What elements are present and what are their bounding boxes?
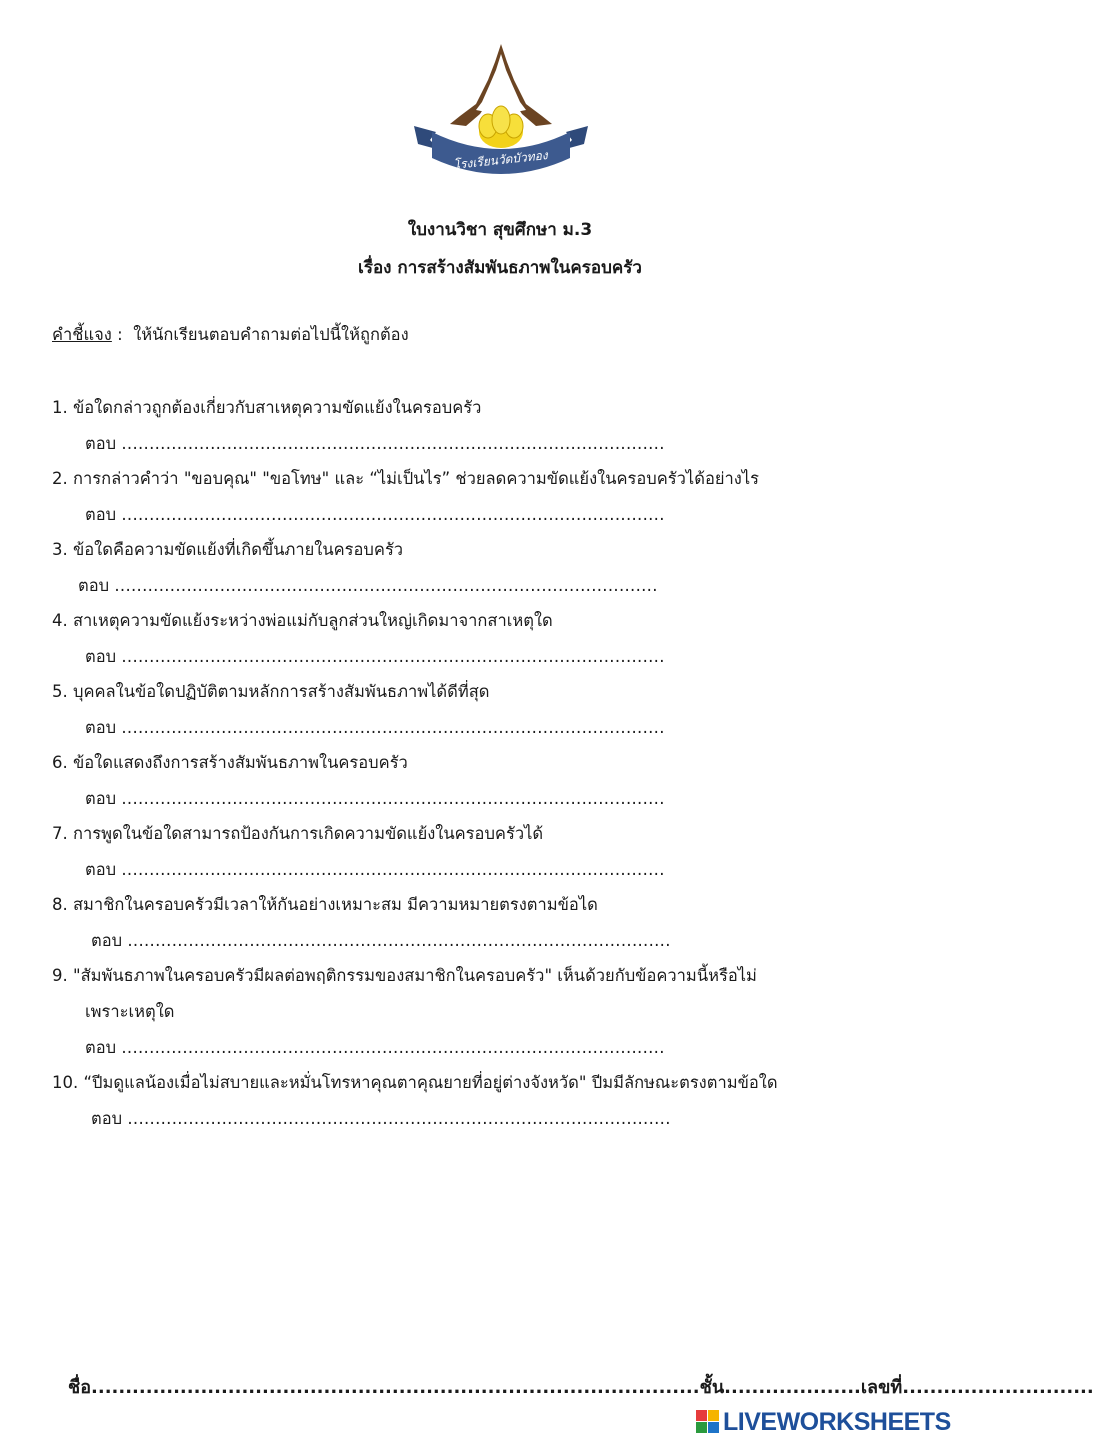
answer-label: ตอบ <box>78 576 110 595</box>
worksheet-title: ใบงานวิชา สุขศึกษา ม.3 <box>407 220 593 240</box>
liveworksheets-logo-icon <box>696 1410 720 1434</box>
liveworksheets-text: LIVEWORKSHEETS <box>723 1407 951 1436</box>
school-logo <box>410 40 592 180</box>
number-label: เลขที่ <box>860 1377 903 1398</box>
student-info-line <box>68 1372 1094 1401</box>
answer-dots: .................................................................................................. <box>121 1038 665 1057</box>
answer-line-5[interactable] <box>85 715 665 741</box>
worksheet-subtitle: เรื่อง การสร้างสัมพันธภาพในครอบครัว <box>358 258 642 278</box>
answer-dots: .................................................................................................. <box>121 789 665 808</box>
answer-line-9[interactable] <box>85 1035 665 1061</box>
answer-label: ตอบ <box>85 434 117 453</box>
answer-dots: .................................................................................................. <box>121 718 665 737</box>
answer-dots: .................................................................................................. <box>127 931 671 950</box>
answer-dots: .................................................................................................. <box>121 647 665 666</box>
answer-dots: .................................................................................................. <box>114 576 658 595</box>
answer-line-8[interactable] <box>91 928 671 954</box>
liveworksheets-brand <box>696 1409 951 1435</box>
instructions <box>52 322 409 348</box>
answer-line-7[interactable] <box>85 857 665 883</box>
logo-text: โรงเรียนวัดบัวทอง <box>452 148 549 172</box>
class-field[interactable]: .................... <box>724 1377 861 1398</box>
question-4: 4. สาเหตุความขัดแย้งระหว่างพ่อแม่กับลูกส่วนใหญ่เกิดมาจากสาเหตุใด <box>52 611 553 630</box>
answer-line-1[interactable] <box>85 431 665 457</box>
question-3: 3. ข้อใดคือความขัดแย้งที่เกิดขึ้นภายในครอบครัว <box>52 540 404 559</box>
question-8: 8. สมาชิกในครอบครัวมีเวลาให้กันอย่างเหมาะสม มีความหมายตรงตามข้อได <box>52 895 598 914</box>
answer-line-2[interactable] <box>85 502 665 528</box>
instructions-separator: : <box>111 325 128 344</box>
question-5: 5. บุคคลในข้อใดปฏิบัติตามหลักการสร้างสัมพันธภาพได้ดีที่สุด <box>52 682 490 701</box>
question-6: 6. ข้อใดแสดงถึงการสร้างสัมพันธภาพในครอบครัว <box>52 753 408 772</box>
question-9: 9. "สัมพันธภาพในครอบครัวมีผลต่อพฤติกรรมของสมาชิกในครอบครัว" เห็นด้วยกับข้อความนี้หรือไม่ <box>52 966 757 985</box>
answer-label: ตอบ <box>91 931 123 950</box>
answer-label: ตอบ <box>85 647 117 666</box>
instructions-label: คำชี้แจง <box>52 325 112 344</box>
question-9-continued: เพราะเหตุใด <box>85 1002 175 1021</box>
answer-line-4[interactable] <box>85 644 665 670</box>
name-field[interactable]: ......................................................................................... <box>91 1377 700 1398</box>
question-7: 7. การพูดในข้อใดสามารถป้องกันการเกิดความขัดแย้งในครอบครัวได้ <box>52 824 544 843</box>
answer-label: ตอบ <box>85 1038 117 1057</box>
instructions-text: ให้นักเรียนตอบคำถามต่อไปนี้ให้ถูกต้อง <box>133 325 409 344</box>
answer-line-3[interactable] <box>78 573 658 599</box>
answer-line-6[interactable] <box>85 786 665 812</box>
question-2: 2. การกล่าวคำว่า "ขอบคุณ" "ขอโทษ" และ “ไม่เป็นไร” ช่วยลดความขัดแย้งในครอบครัวได้อย่างไร <box>52 469 760 488</box>
answer-label: ตอบ <box>91 1109 123 1128</box>
question-10: 10. “ปีมดูแลน้องเมื่อไม่สบายและหมั่นโทรหาคุณตาคุณยายที่อยู่ต่างจังหวัด" ปีมมีลักษณะตรงตามข้อใด <box>52 1073 778 1092</box>
answer-label: ตอบ <box>85 505 117 524</box>
answer-label: ตอบ <box>85 860 117 879</box>
answer-line-10[interactable] <box>91 1106 671 1132</box>
answer-dots: .................................................................................................. <box>127 1109 671 1128</box>
answer-label: ตอบ <box>85 789 117 808</box>
answer-dots: .................................................................................................. <box>121 860 665 879</box>
answer-dots: .................................................................................................. <box>121 434 665 453</box>
answer-label: ตอบ <box>85 718 117 737</box>
name-label: ชื่อ <box>68 1377 92 1398</box>
question-1: 1. ข้อใดกล่าวถูกต้องเกี่ยวกับสาเหตุความขัดแย้งในครอบครัว <box>52 398 482 417</box>
answer-dots: .................................................................................................. <box>121 505 665 524</box>
class-label: ชั้น <box>699 1377 725 1398</box>
number-field[interactable]: ............................ <box>902 1377 1094 1398</box>
